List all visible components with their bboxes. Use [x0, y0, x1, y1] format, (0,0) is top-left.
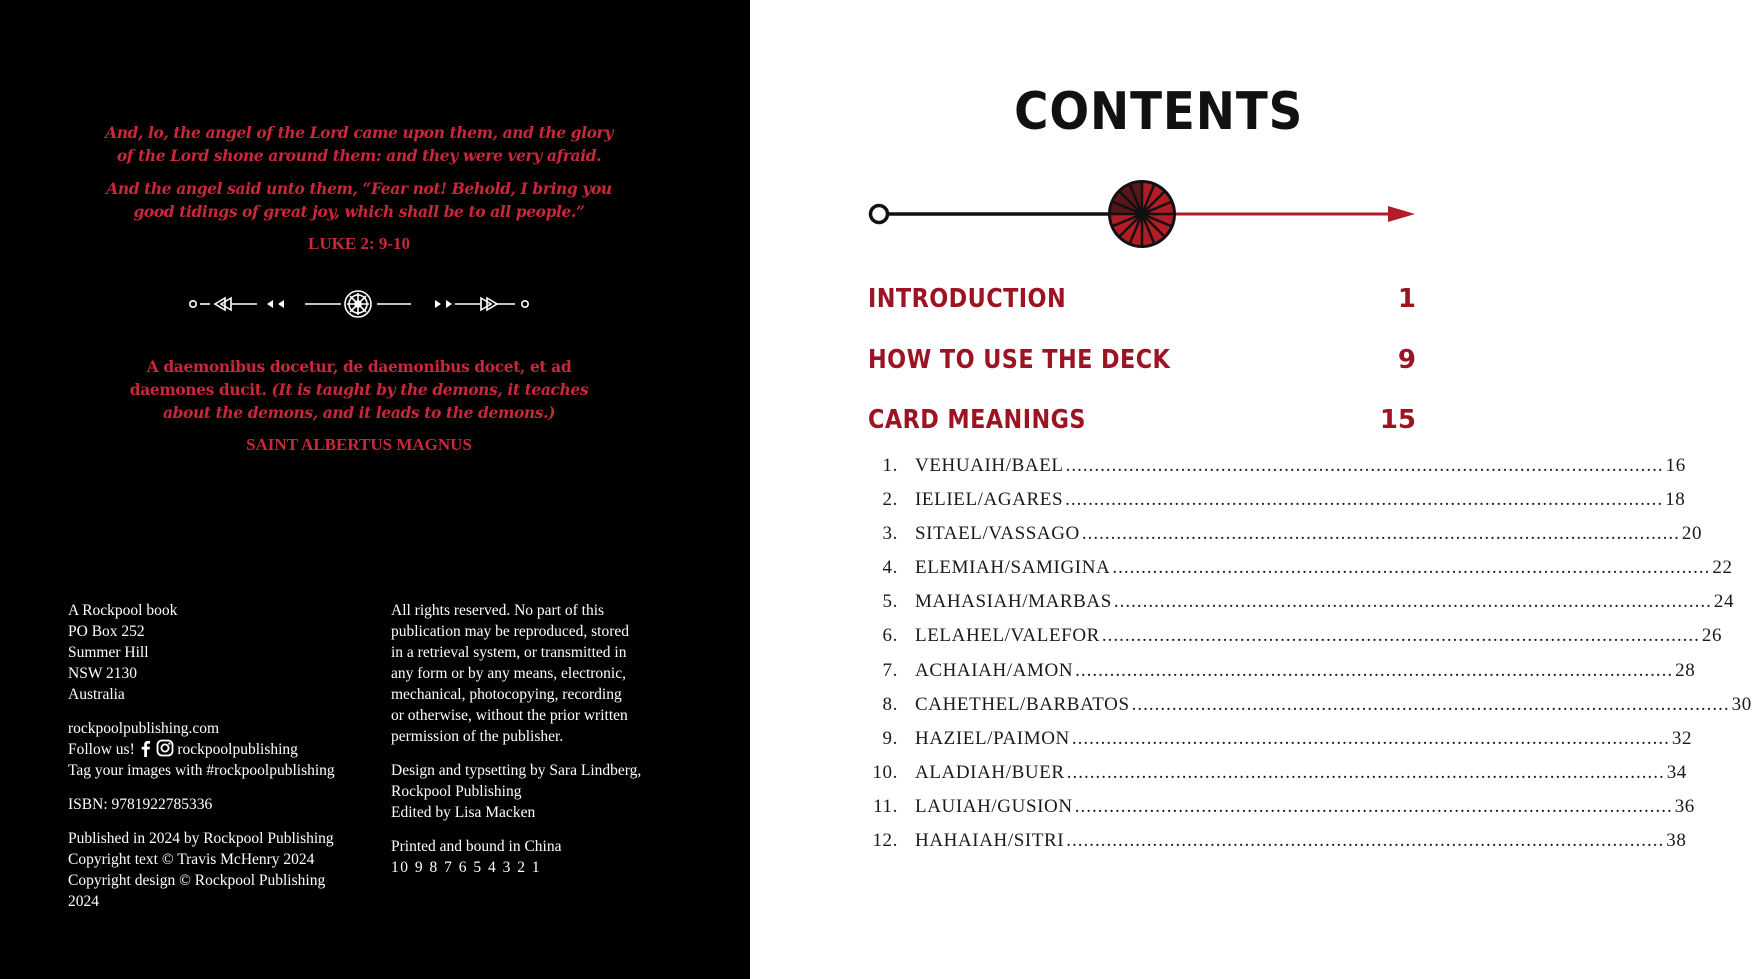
quote-luke-line: good tidings of great joy, which shall be to all people.”	[133, 202, 585, 221]
quote-latin-line: A daemonibus docetur, de daemonibus docet, et ad	[146, 357, 572, 376]
toc-entry-page: 18	[1665, 489, 1686, 510]
toc-entry-name: ELEMIAH/SAMIGINA	[915, 557, 1111, 578]
suburb: Summer Hill	[68, 644, 149, 661]
tag-line: Tag your images with #rockpoolpublishing	[68, 762, 335, 779]
toc-entry-number: 3.	[882, 523, 898, 544]
toc-entry-page: 38	[1666, 830, 1687, 851]
imprint-rights-block	[391, 600, 691, 878]
toc-entry-page: 36	[1674, 796, 1695, 817]
toc-entry-number: 10.	[872, 762, 898, 783]
toc-entry-number: 8.	[882, 694, 898, 715]
toc-entry-number: 2.	[882, 489, 898, 510]
toc-entry-number: 7.	[882, 660, 898, 681]
toc-entry-name: MAHASIAH/MARBAS	[915, 591, 1112, 612]
toc-entry-number: 1.	[882, 455, 898, 476]
toc-entry[interactable]	[866, 557, 1733, 585]
toc-entry-name: HAZIEL/PAIMON	[915, 728, 1070, 749]
quote-luke-line: And, lo, the angel of the Lord came upon them, and the glory	[105, 123, 613, 142]
rights-line: or otherwise, without the prior written	[391, 707, 628, 724]
toc-section-how-to-use[interactable]	[868, 345, 1416, 385]
toc-section-introduction[interactable]	[868, 284, 1416, 324]
toc-leader: ........................................................................................................	[1066, 830, 1665, 851]
copyright-year: 2024	[68, 893, 99, 910]
state-postcode: NSW 2130	[68, 665, 138, 682]
toc-entry-page: 28	[1675, 660, 1696, 681]
print-line: 10 9 8 7 6 5 4 3 2 1	[391, 859, 542, 876]
toc-leader: ........................................................................................................	[1071, 728, 1670, 749]
rights-line: All rights reserved. No part of this	[391, 602, 605, 619]
toc-entry-name: HAHAIAH/SITRI	[915, 830, 1065, 851]
toc-entry-number: 5.	[882, 591, 898, 612]
toc-leader: ........................................................................................................	[1131, 694, 1730, 715]
toc-leader: ........................................................................................................	[1065, 489, 1664, 510]
rights-line: permission of the publisher.	[391, 728, 564, 745]
quote-translation-text: (It is taught by the demons, it teaches	[271, 380, 589, 399]
toc-entry-number: 11.	[873, 796, 898, 817]
toc-entry[interactable]	[866, 591, 1735, 619]
toc-entry-name: CAHETHEL/BARBATOS	[915, 694, 1130, 715]
website-link[interactable]: rockpoolpublishing.com	[68, 720, 220, 737]
publisher-line: A Rockpool book	[68, 602, 178, 619]
compass-arrow	[862, 176, 1422, 252]
toc-leader: ........................................................................................................	[1112, 557, 1711, 578]
toc-entry-name: IELIEL/AGARES	[915, 489, 1064, 510]
toc-entry-page: 34	[1666, 762, 1687, 783]
edited-by: Edited by Lisa Macken	[391, 804, 536, 821]
toc-entry-page: 24	[1713, 591, 1735, 612]
toc-entry-page: 26	[1701, 625, 1723, 646]
toc-entry[interactable]	[866, 489, 1686, 517]
toc-section-label: CARD MEANINGS	[868, 405, 1086, 435]
follow-label: Follow us!	[68, 741, 135, 758]
po-box: PO Box 252	[68, 623, 145, 640]
toc-entry-page: 32	[1671, 728, 1693, 749]
toc-leader: ........................................................................................................	[1113, 591, 1712, 612]
toc-leader: ........................................................................................................	[1081, 523, 1680, 544]
toc-entry[interactable]	[866, 762, 1687, 790]
toc-leader: ........................................................................................................	[1075, 660, 1674, 681]
toc-entry-name: ACHAIAH/AMON	[915, 660, 1074, 681]
rights-line: any form or by any means, electronic,	[391, 665, 626, 682]
published-line: Published in 2024 by Rockpool Publishing	[68, 830, 334, 847]
toc-section-card-meanings[interactable]	[868, 405, 1416, 445]
toc-leader: ........................................................................................................	[1101, 625, 1700, 646]
isbn: ISBN: 9781922785336	[68, 796, 213, 813]
toc-entry-number: 9.	[882, 728, 898, 749]
toc-entry-number: 12.	[872, 830, 898, 851]
toc-entry-page: 30	[1731, 694, 1752, 715]
rights-line: mechanical, photocopying, recording	[391, 686, 622, 703]
toc-entry[interactable]	[866, 660, 1696, 688]
quote-latin-line: about the demons, and it leads to the demons.)	[162, 403, 556, 422]
toc-entry-name: VEHUAIH/BAEL	[915, 455, 1064, 476]
toc-entry-name: LAUIAH/GUSION	[915, 796, 1073, 817]
toc-entry-page: 22	[1712, 557, 1733, 578]
toc-entry[interactable]	[866, 625, 1723, 653]
toc-leader: ........................................................................................................	[1074, 796, 1673, 817]
toc-entry[interactable]	[866, 728, 1693, 756]
quote-luke-line: And the angel said unto them, “Fear not! Behold, I bring you	[106, 179, 612, 198]
toc-leader: ........................................................................................................	[1065, 455, 1664, 476]
quote-latin-attribution: SAINT ALBERTUS MAGNUS	[246, 435, 472, 454]
imprint-address-block	[68, 600, 378, 912]
rights-line: publication may be reproduced, stored	[391, 623, 630, 640]
toc-entry-page: 20	[1681, 523, 1703, 544]
toc-entry[interactable]	[866, 455, 1686, 483]
left-page	[0, 0, 750, 979]
copyright-text: Copyright text © Travis McHenry 2024	[68, 851, 315, 868]
toc-entry[interactable]	[866, 523, 1703, 551]
toc-entry-number: 6.	[882, 625, 898, 646]
copyright-design: Copyright design © Rockpool Publishing	[68, 872, 326, 889]
toc-entry-page: 16	[1665, 455, 1686, 476]
toc-entry[interactable]	[866, 796, 1695, 824]
design-credit: Rockpool Publishing	[391, 783, 522, 800]
quote-latin-text: daemones ducit.	[129, 380, 267, 399]
quote-luke-attribution: LUKE 2: 9-10	[308, 234, 410, 253]
contents-title: CONTENTS	[1014, 82, 1304, 142]
ornament-divider	[185, 288, 533, 320]
toc-leader: ........................................................................................................	[1066, 762, 1665, 783]
toc-section-label: HOW TO USE THE DECK	[868, 345, 1171, 375]
toc-entry-name: ALADIAH/BUER	[915, 762, 1065, 783]
facebook-icon[interactable]	[139, 740, 152, 757]
design-credit: Design and typsetting by Sara Lindberg,	[391, 762, 642, 779]
toc-entry-number: 4.	[882, 557, 898, 578]
toc-entry[interactable]	[866, 830, 1687, 858]
toc-entry-name: LELAHEL/VALEFOR	[915, 625, 1100, 646]
quote-luke-line: of the Lord shone around them: and they were very afraid.	[116, 146, 602, 165]
toc-section-page: 1	[1397, 284, 1416, 314]
instagram-icon[interactable]	[156, 739, 174, 757]
social-handle[interactable]: rockpoolpublishing	[177, 741, 298, 758]
country: Australia	[68, 686, 125, 703]
printed-in: Printed and bound in China	[391, 838, 562, 855]
rights-line: in a retrieval system, or transmitted in	[391, 644, 627, 661]
follow-line	[68, 739, 378, 760]
toc-section-page: 15	[1379, 405, 1416, 435]
toc-entry[interactable]	[866, 694, 1752, 722]
toc-section-label: INTRODUCTION	[868, 284, 1067, 314]
quote-latin-line	[100, 378, 618, 401]
toc-entry-name: SITAEL/VASSAGO	[915, 523, 1080, 544]
toc-section-page: 9	[1397, 345, 1416, 375]
